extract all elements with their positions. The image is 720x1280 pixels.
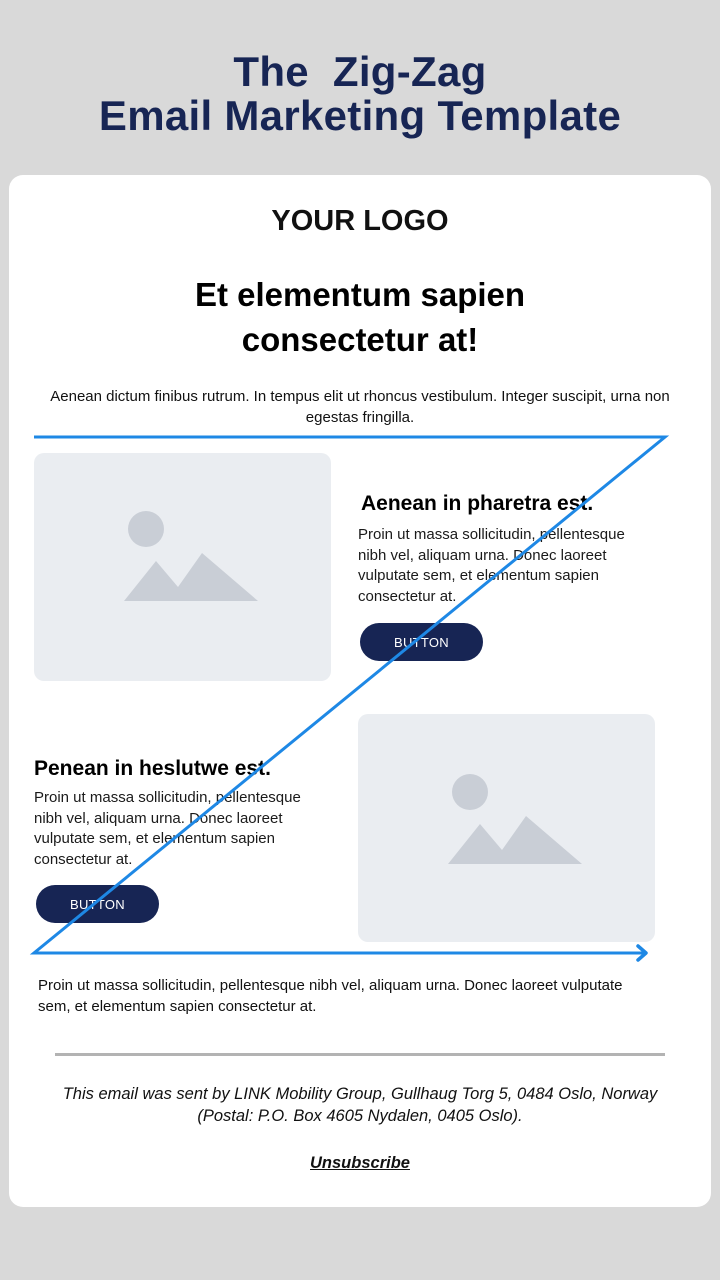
headline-line1: Et elementum sapien — [194, 276, 526, 313]
footer-divider — [55, 1053, 665, 1056]
image-placeholder-1 — [34, 453, 331, 681]
unsubscribe-link[interactable]: Unsubscribe — [310, 1154, 410, 1172]
block-1-text: Proin ut massa sollicitudin, pellentesque nibh vel, aliquam urna. Donec laoreet vulputate sem, et elementum sapien consectetur at. — [358, 526, 625, 605]
outro-text: Proin ut massa sollicitudin, pellentesque nibh vel, aliquam urna. Donec laoreet vulputate sem, et elementum sapien consectetur at. — [38, 977, 623, 1015]
footer-address: This email was sent by LINK Mobility Group, Gullhaug Torg 5, 0484 Oslo, Norway (Postal: P.O. Box 4605 Nydalen, 0405 Oslo). — [62, 1085, 658, 1125]
headline-line2: consectetur at! — [241, 321, 479, 358]
page-title — [0, 50, 720, 138]
image-icon — [122, 507, 262, 607]
image-placeholder-2 — [358, 714, 655, 942]
block-2-title: Penean in heslutwe est. — [34, 757, 271, 780]
page-title-line1: The Zig-Zag — [233, 48, 487, 95]
block-1-button[interactable]: BUTTON — [360, 623, 483, 661]
image-icon — [446, 770, 586, 870]
logo: YOUR LOGO — [271, 205, 449, 237]
page-title-line2: Email Marketing Template — [98, 92, 622, 139]
block-2-button[interactable]: BUTTON — [36, 885, 159, 923]
intro-text: Aenean dictum finibus rutrum. In tempus elit ut rhoncus vestibulum. Integer suscipit, urna non egestas fringilla. — [50, 388, 670, 426]
block-2-text: Proin ut massa sollicitudin, pellentesque nibh vel, aliquam urna. Donec laoreet vulputate sem, et elementum sapien consectetur at. — [34, 789, 301, 868]
email-headline — [0, 272, 720, 362]
block-1-title: Aenean in pharetra est. — [361, 492, 594, 515]
